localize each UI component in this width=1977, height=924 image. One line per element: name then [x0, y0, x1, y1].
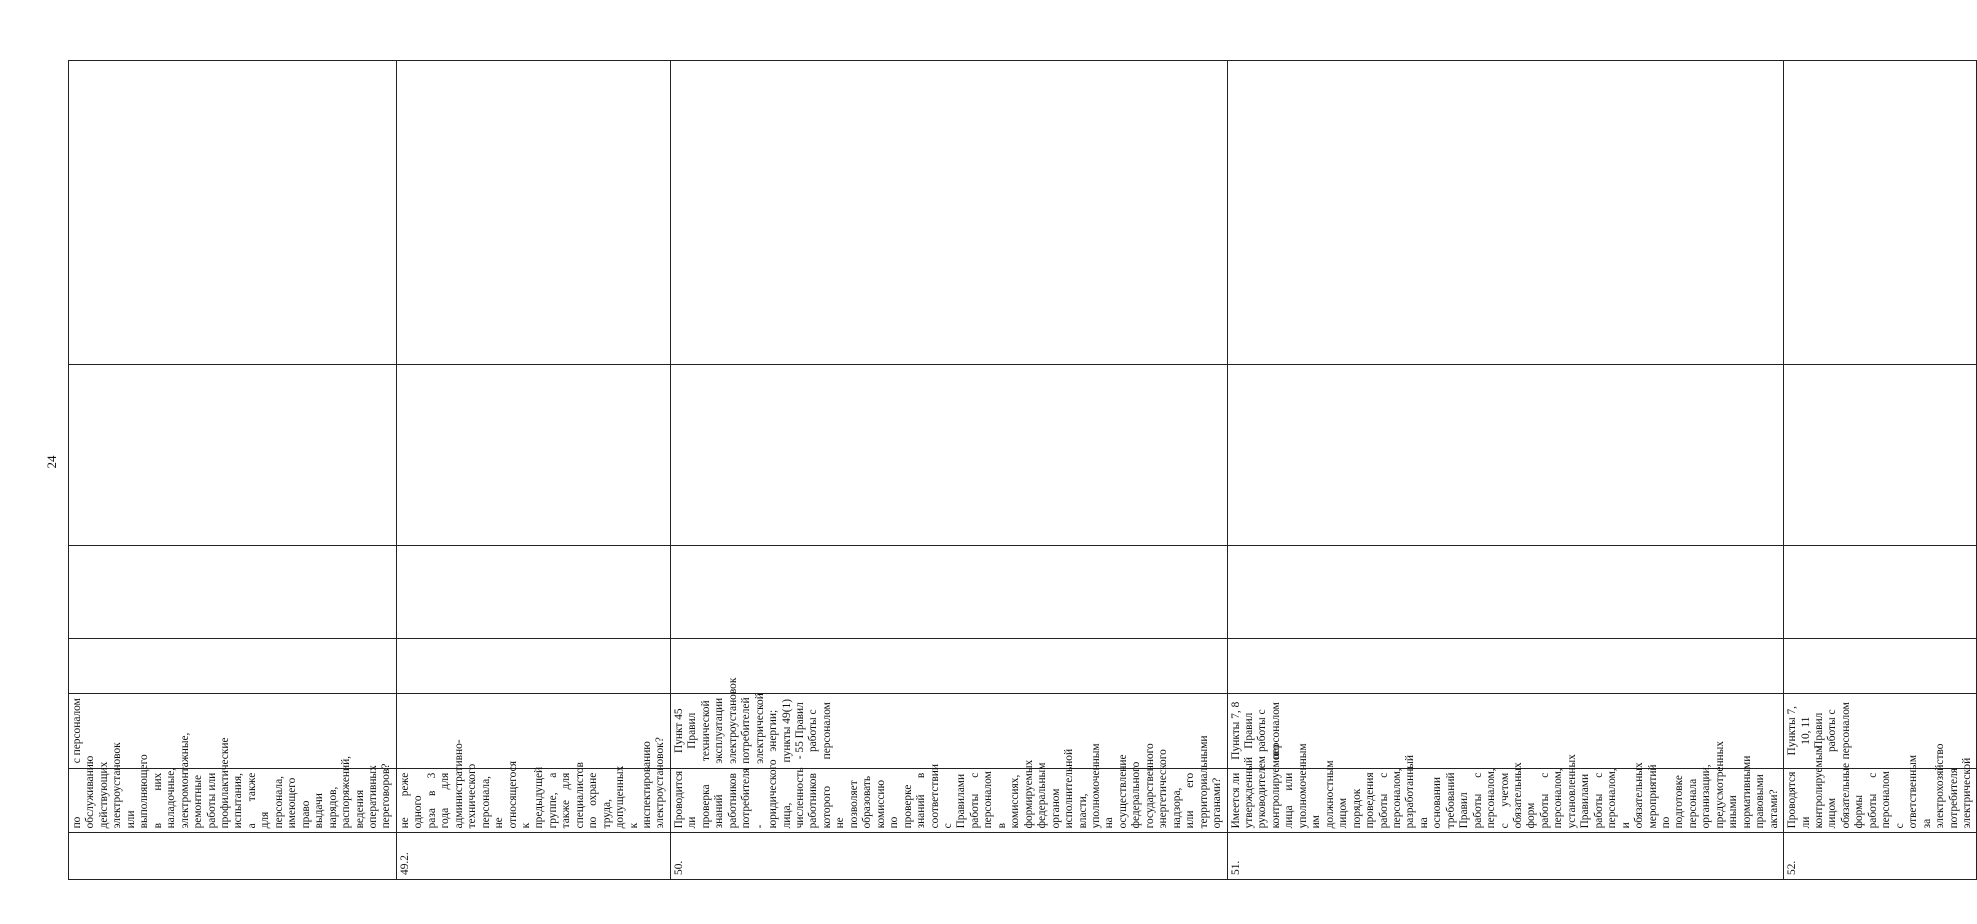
table-row [396, 61, 670, 880]
answer-cell-na [670, 365, 1227, 546]
answer-cell-yes [1784, 639, 1977, 693]
requirement-text: Имеется ли утвержденный руководителем контролируемого лица или уполномоченным им должностным лицом порядок проведения работы с персоналом, разработанный на основании требований Правил работы с персоналом, с учетом обязательных форм работы с персоналом, установленных Правилами работы с персоналом, и обязательных мероприятий по подготовке персонала организации, предусмотренных иными нормативными правовыми актами? [1227, 768, 1784, 833]
requirement-text: по обслуживанию действующих электроустановок или выполняющего в них наладочные, электромонтажные, ремонтные работы или профилактические испытания, а также для персонала, имеющего право выдачи нарядов, распоряжений, ведения оперативных переговоров? [69, 768, 397, 833]
row-number: 50. [670, 833, 1227, 880]
row-number [69, 833, 397, 880]
answer-cell-na [69, 365, 397, 546]
answer-cell-yes [670, 639, 1227, 693]
answer-cell-na [1784, 365, 1977, 546]
note-cell [69, 61, 397, 365]
answer-cell-no [69, 546, 397, 639]
table-row [1784, 61, 1977, 880]
answer-cell-na [396, 365, 670, 546]
answer-cell-no [670, 546, 1227, 639]
table-row [1227, 61, 1784, 880]
rotated-page-content [68, 60, 1973, 880]
reference-line: пункты 49(1) - 55 Правил работы с персоналом [780, 699, 833, 763]
requirement-text: Проводится ли проверка знаний работников потребителя - юридического лица, численность работников которого не позволяет образовать комиссию по проверке знаний в соответствии с Правилами работы с персоналом в комиссиях, формируемых федеральным органом исполнительной власти, уполномоченным на осуществление федерального государственного энергетического надзора, или его территориальными органами? [670, 768, 1227, 833]
row-number: 51. [1227, 833, 1784, 880]
requirement-text: не реже одного раза в 3 года для административно-технического персонала, не относящегося к предыдущей группе, а также для специалистов по охране труда, допущенных к инспектированию электроустановок? [396, 768, 670, 833]
reference-line: Пункты 7, 8 Правил работы с персоналом [1229, 701, 1282, 760]
note-cell [670, 61, 1227, 365]
answer-cell-na [1227, 365, 1784, 546]
answer-cell-yes [69, 639, 397, 693]
answer-cell-no [396, 546, 670, 639]
note-cell [1784, 61, 1977, 365]
answer-cell-no [1227, 546, 1784, 639]
row-number: 52. [1784, 833, 1977, 880]
requirement-text: Проводятся ли контролируемым лицом обязательные формы работы с персоналом с ответственным за электрохозяйство потребителя электрической [1784, 768, 1977, 833]
table-row [670, 61, 1227, 880]
reference-line: Пункт 45 Правил технической эксплуатации электроустановок потребителей электрической энергии; [672, 677, 780, 764]
reference-line: Пункты 7, 10, 11 Правил работы с персоналом [1786, 702, 1852, 760]
legal-reference [1227, 693, 1784, 768]
note-cell [396, 61, 670, 365]
answer-cell-yes [396, 639, 670, 693]
answer-cell-no [1784, 546, 1977, 639]
table-row [69, 61, 397, 880]
note-cell [1227, 61, 1784, 365]
page-number: 24 [44, 455, 59, 469]
checklist-table [68, 60, 1977, 880]
reference-line: с персоналом [71, 698, 83, 764]
row-number: 49.2. [396, 833, 670, 880]
answer-cell-yes [1227, 639, 1784, 693]
legal-reference [396, 693, 670, 768]
